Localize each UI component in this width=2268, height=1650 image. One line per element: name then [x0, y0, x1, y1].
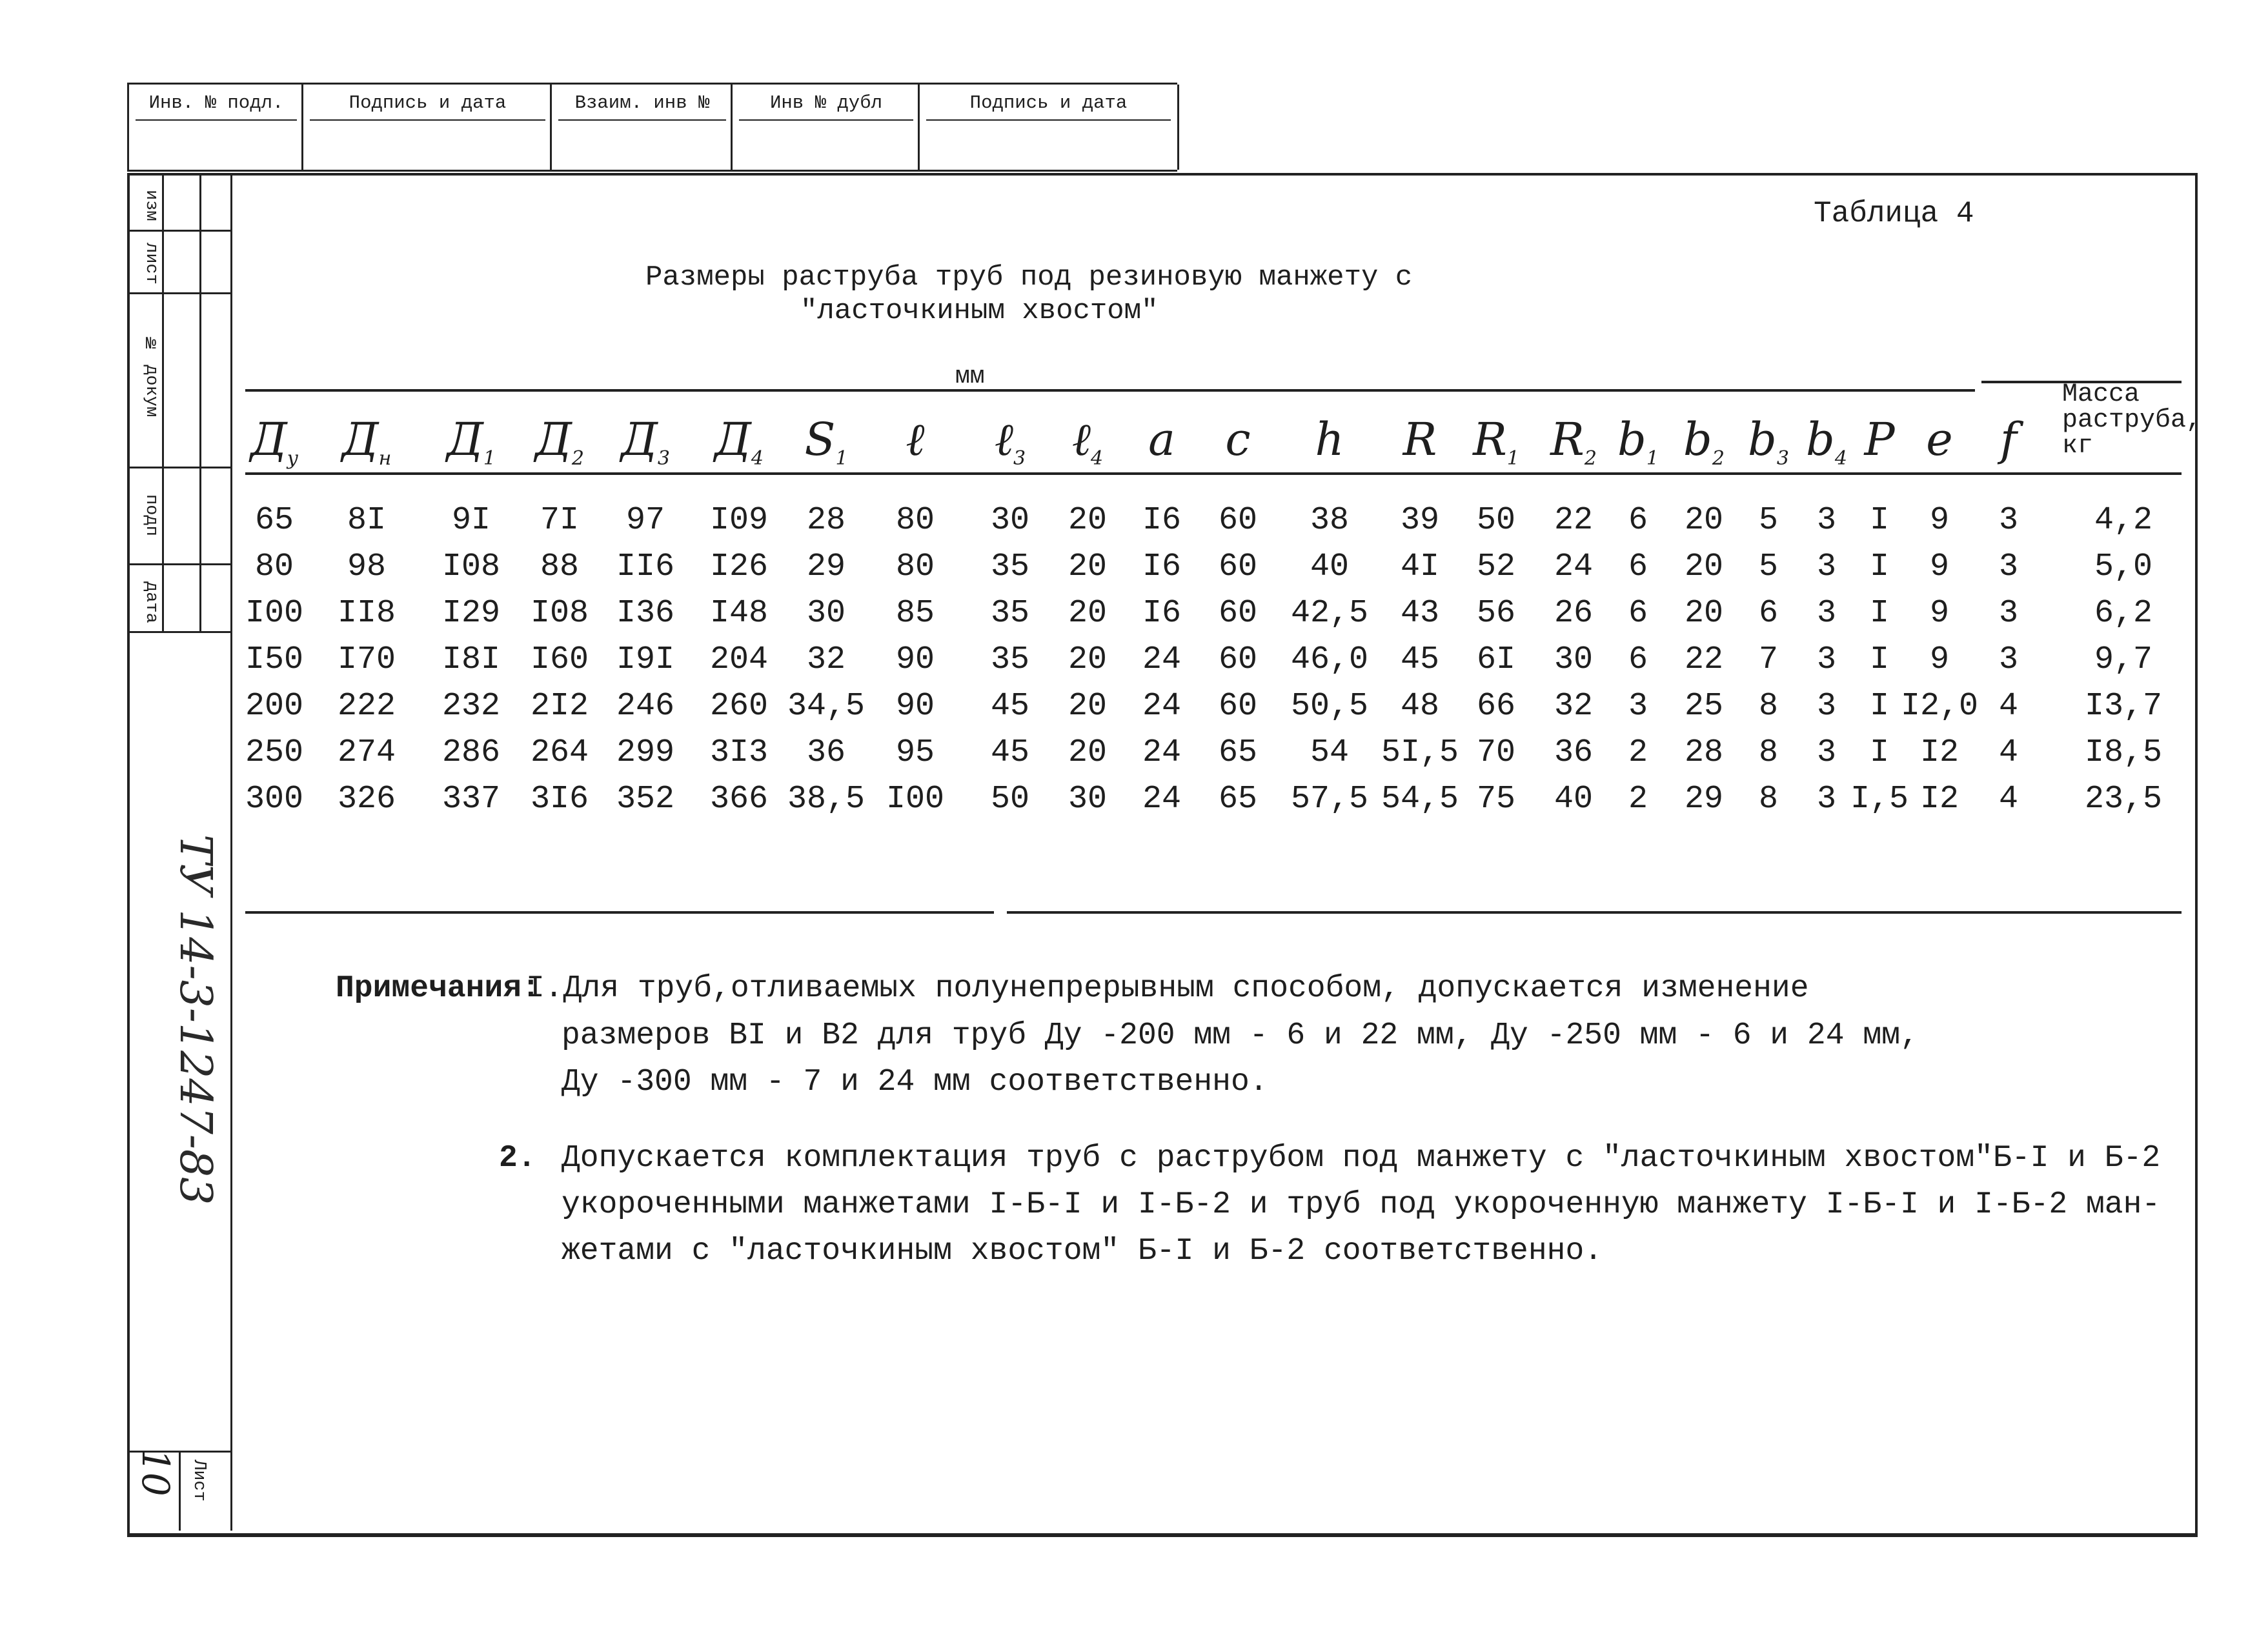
- column-header: $Д_4$: [714, 413, 764, 470]
- column-header: f: [2000, 413, 2017, 466]
- table-cell: 85: [895, 595, 935, 632]
- table-cell: 3: [1816, 502, 1836, 539]
- table-cell: 9: [1929, 595, 1949, 632]
- table-cell: 8I: [347, 502, 386, 539]
- table-number: Таблица 4: [1814, 197, 1974, 230]
- table-cell: 6: [1628, 595, 1648, 632]
- table-cell: 20: [1068, 641, 1107, 678]
- table-cell: 264: [530, 734, 589, 771]
- column-header: R: [1402, 413, 1437, 466]
- table-cell: 40: [1554, 781, 1593, 818]
- sheet-label: Лист: [189, 1460, 208, 1502]
- table-cell: 48: [1400, 688, 1439, 725]
- table-cell: 4: [1998, 781, 2018, 818]
- table-cell: I2: [1919, 734, 1959, 771]
- table-cell: I2: [1919, 781, 1959, 818]
- table-cell: 54,5: [1381, 781, 1459, 818]
- table-cell: I6: [1142, 595, 1181, 632]
- table-cell: 32: [806, 641, 845, 678]
- table-cell: 80: [895, 502, 935, 539]
- table-cell: 80: [254, 548, 294, 585]
- table-cell: 4: [1998, 688, 2018, 725]
- revision-label-list: лист: [141, 242, 161, 285]
- table-cell: 28: [806, 502, 845, 539]
- table-cell: I50: [245, 641, 303, 678]
- table-cell: 65: [254, 502, 294, 539]
- table-cell: 50: [990, 781, 1029, 818]
- table-cell: I6: [1142, 548, 1181, 585]
- table-cell: 46,0: [1290, 641, 1369, 678]
- table-cell: II6: [616, 548, 674, 585]
- table-cell: 50,5: [1290, 688, 1369, 725]
- table-cell: 30: [990, 502, 1029, 539]
- table-cell: 274: [337, 734, 396, 771]
- table-cell: 3I3: [709, 734, 768, 771]
- stamp-field-label: Инв № дубл: [769, 92, 883, 114]
- table-cell: 5,0: [2094, 548, 2152, 585]
- table-row: [0, 548, 2268, 595]
- table-cell: 35: [990, 548, 1029, 585]
- column-header: $Д_н$: [341, 413, 392, 470]
- table-cell: 42,5: [1290, 595, 1369, 632]
- table-cell: 60: [1218, 641, 1257, 678]
- table-cell: 9: [1929, 548, 1949, 585]
- column-header: ℓ$_4$: [1071, 413, 1104, 470]
- table-cell: 7: [1758, 641, 1778, 678]
- table-row: [0, 781, 2268, 827]
- table-cell: 24: [1142, 734, 1181, 771]
- table-cell: 66: [1476, 688, 1515, 725]
- table-cell: 45: [990, 734, 1029, 771]
- column-header: e: [1926, 413, 1953, 466]
- table-cell: I29: [441, 595, 500, 632]
- table-cell: 80: [895, 548, 935, 585]
- column-header: c: [1225, 413, 1251, 466]
- table-cell: 28: [1684, 734, 1723, 771]
- table-cell: 20: [1068, 688, 1107, 725]
- table-cell: 54: [1310, 734, 1349, 771]
- table-cell: 57,5: [1290, 781, 1369, 818]
- table-cell: 20: [1684, 502, 1723, 539]
- table-cell: 222: [337, 688, 396, 725]
- stamp-field-inv-dubl: [731, 85, 920, 170]
- table-cell: 29: [1684, 781, 1723, 818]
- table-cell: 9,7: [2094, 641, 2152, 678]
- table-cell: 24: [1142, 781, 1181, 818]
- table-row: [0, 502, 2268, 548]
- table-cell: 22: [1684, 641, 1723, 678]
- table-cell: 3: [1998, 595, 2018, 632]
- table-row: [0, 595, 2268, 641]
- table-cell: 88: [540, 548, 579, 585]
- table-cell: 50: [1476, 502, 1515, 539]
- table-cell: I09: [709, 502, 768, 539]
- table-cell: 246: [616, 688, 674, 725]
- note2-line3: жетами с "ласточкиным хвостом" Б-I и Б-2 соответственно.: [562, 1234, 1603, 1269]
- table-cell: 260: [709, 688, 768, 725]
- table-cell: 65: [1218, 781, 1257, 818]
- table-cell: I,5: [1850, 781, 1909, 818]
- table-cell: I00: [886, 781, 944, 818]
- table-cell: 286: [441, 734, 500, 771]
- table-cell: 20: [1068, 734, 1107, 771]
- table-cell: 8: [1758, 781, 1778, 818]
- stamp-field-label: Подпись и дата: [969, 92, 1128, 114]
- table-cell: 9I: [451, 502, 491, 539]
- column-header: $R_1$: [1473, 413, 1519, 470]
- table-cell: 90: [895, 641, 935, 678]
- table-cell: I: [1869, 688, 1889, 725]
- table-cell: 23,5: [2084, 781, 2163, 818]
- stamp-field-signature-date-2: [918, 85, 1179, 170]
- table-cell: I00: [245, 595, 303, 632]
- table-cell: 3: [1998, 641, 2018, 678]
- note1-line2: размеров BI и B2 для труб Ду -200 мм - 6 и 22 мм, Ду -250 мм - 6 и 24 мм,: [562, 1018, 1919, 1053]
- table-cell: 35: [990, 641, 1029, 678]
- table-cell: 4,2: [2094, 502, 2152, 539]
- table-cell: 20: [1068, 502, 1107, 539]
- table-cell: 3: [1816, 734, 1836, 771]
- table-row: [0, 641, 2268, 688]
- table-cell: 65: [1218, 734, 1257, 771]
- table-cell: 4: [1998, 734, 2018, 771]
- table-cell: 6: [1628, 502, 1648, 539]
- table-cell: I2,0: [1900, 688, 1979, 725]
- table-cell: 39: [1400, 502, 1439, 539]
- table-cell: 366: [709, 781, 768, 818]
- table-cell: I: [1869, 548, 1889, 585]
- table-cell: I70: [337, 641, 396, 678]
- revision-label-podp: подп: [141, 494, 161, 536]
- table-cell: 300: [245, 781, 303, 818]
- table-cell: 6,2: [2094, 595, 2152, 632]
- table-cell: 20: [1684, 595, 1723, 632]
- table-cell: 45: [1400, 641, 1439, 678]
- table-bottom-rule: [245, 911, 994, 914]
- table-cell: 8: [1758, 688, 1778, 725]
- table-cell: I8I: [441, 641, 500, 678]
- table-cell: 22: [1554, 502, 1593, 539]
- stamp-field-label: Подпись и дата: [349, 92, 507, 114]
- table-cell: 204: [709, 641, 768, 678]
- table-cell: 60: [1218, 502, 1257, 539]
- table-cell: 40: [1310, 548, 1349, 585]
- column-header: $b_2$: [1683, 413, 1725, 470]
- table-cell: I26: [709, 548, 768, 585]
- table-cell: I36: [616, 595, 674, 632]
- table-cell: 36: [806, 734, 845, 771]
- table-cell: 3: [1998, 548, 2018, 585]
- table-cell: 200: [245, 688, 303, 725]
- table-row: [0, 734, 2268, 781]
- note2-line2: укороченными манжетами I-Б-I и I-Б-2 и труб под укороченную манжету I-Б-I и I-Б-2 ман-: [562, 1187, 2161, 1222]
- column-header: $Д_у$: [250, 413, 299, 470]
- table-row: [0, 688, 2268, 734]
- table-cell: 24: [1142, 688, 1181, 725]
- column-header: a: [1148, 413, 1175, 466]
- column-header: Масса раструба, кг: [2062, 380, 2202, 461]
- column-header: $b_3$: [1748, 413, 1789, 470]
- table-cell: 250: [245, 734, 303, 771]
- table-cell: 24: [1142, 641, 1181, 678]
- sheet-number: 10: [134, 1449, 177, 1496]
- table-cell: I: [1869, 641, 1889, 678]
- table-cell: 5I,5: [1381, 734, 1459, 771]
- table-cell: 5: [1758, 548, 1778, 585]
- table-cell: 30: [1554, 641, 1593, 678]
- table-cell: 43: [1400, 595, 1439, 632]
- table-cell: 232: [441, 688, 500, 725]
- table-cell: 3: [1816, 688, 1836, 725]
- table-cell: 45: [990, 688, 1029, 725]
- table-cell: 2: [1628, 734, 1648, 771]
- table-cell: 6: [1628, 548, 1648, 585]
- table-cell: 3: [1628, 688, 1648, 725]
- table-cell: 2: [1628, 781, 1648, 818]
- table-cell: 32: [1554, 688, 1593, 725]
- table-cell: 326: [337, 781, 396, 818]
- stamp-field-signature-date: [301, 85, 552, 170]
- table-cell: 7I: [540, 502, 579, 539]
- table-cell: 3: [1816, 641, 1836, 678]
- table-cell: 29: [806, 548, 845, 585]
- table-cell: 56: [1476, 595, 1515, 632]
- table-cell: 352: [616, 781, 674, 818]
- table-cell: 75: [1476, 781, 1515, 818]
- table-cell: 3: [1816, 595, 1836, 632]
- table-cell: I08: [530, 595, 589, 632]
- revision-label-data: дата: [141, 581, 161, 623]
- table-cell: 5: [1758, 502, 1778, 539]
- table-cell: 9: [1929, 502, 1949, 539]
- table-cell: 24: [1554, 548, 1593, 585]
- column-header: $b_1$: [1617, 413, 1659, 470]
- table-cell: 36: [1554, 734, 1593, 771]
- revision-label-izm: изм: [141, 189, 161, 221]
- table-cell: 52: [1476, 548, 1515, 585]
- table-cell: I9I: [616, 641, 674, 678]
- table-cell: 20: [1068, 595, 1107, 632]
- stamp-field-vzaim-inv: [550, 85, 733, 170]
- table-cell: 3: [1816, 781, 1836, 818]
- table-cell: 4I: [1400, 548, 1439, 585]
- table-cell: 97: [625, 502, 665, 539]
- table-cell: I6: [1142, 502, 1181, 539]
- table-cell: I: [1869, 734, 1889, 771]
- table-cell: 38: [1310, 502, 1349, 539]
- table-cell: 3: [1816, 548, 1836, 585]
- column-header: $b_4$: [1806, 413, 1847, 470]
- approval-stamp: [127, 83, 1177, 172]
- table-cell: 90: [895, 688, 935, 725]
- units-label: мм: [955, 363, 985, 390]
- table-cell: 30: [806, 595, 845, 632]
- column-header: P: [1864, 413, 1895, 466]
- table-cell: 20: [1684, 548, 1723, 585]
- table-cell: I3,7: [2084, 688, 2163, 725]
- table-cell: 8: [1758, 734, 1778, 771]
- note1-line1: I.Для труб,отливаемых полунепрерывным способом, допускается изменение: [526, 971, 1809, 1006]
- table-title-line2: "ласточкиным хвостом": [800, 295, 1159, 327]
- table-cell: I60: [530, 641, 589, 678]
- table-cell: 34,5: [787, 688, 866, 725]
- table-cell: II8: [337, 595, 396, 632]
- stamp-field-label: Инв. № подл.: [148, 92, 284, 114]
- stamp-field-label: Взаим. инв №: [574, 92, 710, 114]
- table-bottom-rule-2: [1007, 911, 2182, 914]
- table-cell: I48: [709, 595, 768, 632]
- document-code: ТУ 14-3-1247-83: [170, 834, 221, 1205]
- table-cell: I: [1869, 595, 1889, 632]
- table-cell: 6: [1628, 641, 1648, 678]
- table-title-line1: Размеры раструба труб под резиновую манжету с: [645, 261, 1413, 294]
- table-header-rule: [245, 472, 2182, 475]
- table-cell: 60: [1218, 688, 1257, 725]
- table-cell: 35: [990, 595, 1029, 632]
- column-header: ℓ: [906, 413, 925, 466]
- column-header: h: [1315, 413, 1344, 466]
- table-cell: 337: [441, 781, 500, 818]
- table-cell: 6: [1758, 595, 1778, 632]
- column-header: $Д_1$: [446, 413, 496, 470]
- table-cell: 26: [1554, 595, 1593, 632]
- column-header: $S_1$: [804, 413, 848, 470]
- table-cell: 25: [1684, 688, 1723, 725]
- table-top-rule: [245, 389, 1975, 392]
- table-cell: I8,5: [2084, 734, 2163, 771]
- table-cell: 20: [1068, 548, 1107, 585]
- table-cell: 6I: [1476, 641, 1515, 678]
- column-header: $Д_2$: [534, 413, 584, 470]
- table-cell: 60: [1218, 548, 1257, 585]
- note1-line3: Ду -300 мм - 7 и 24 мм соответственно.: [562, 1065, 1268, 1100]
- note2-line1: Допускается комплектация труб с раструбом под манжету с "ласточкиным хвостом"Б-I и Б-2: [562, 1141, 2161, 1176]
- table-cell: 9: [1929, 641, 1949, 678]
- column-header: ℓ$_3$: [994, 413, 1026, 470]
- column-header: $R_2$: [1550, 413, 1597, 470]
- revision-label-dokum: № докум: [141, 335, 161, 418]
- table-cell: 3: [1998, 502, 2018, 539]
- table-cell: 98: [347, 548, 386, 585]
- note2-number: 2.: [499, 1141, 536, 1176]
- table-cell: I08: [441, 548, 500, 585]
- table-cell: I: [1869, 502, 1889, 539]
- table-cell: 95: [895, 734, 935, 771]
- table-cell: 3I6: [530, 781, 589, 818]
- column-header: $Д_3$: [620, 413, 670, 470]
- table-cell: 70: [1476, 734, 1515, 771]
- page-frame: [127, 173, 2202, 1537]
- table-cell: 30: [1068, 781, 1107, 818]
- table-cell: 299: [616, 734, 674, 771]
- notes-heading: Примечания:: [336, 971, 540, 1006]
- table-cell: 60: [1218, 595, 1257, 632]
- table-cell: 38,5: [787, 781, 866, 818]
- table-cell: 2I2: [530, 688, 589, 725]
- stamp-field-inv-podl: [127, 85, 303, 170]
